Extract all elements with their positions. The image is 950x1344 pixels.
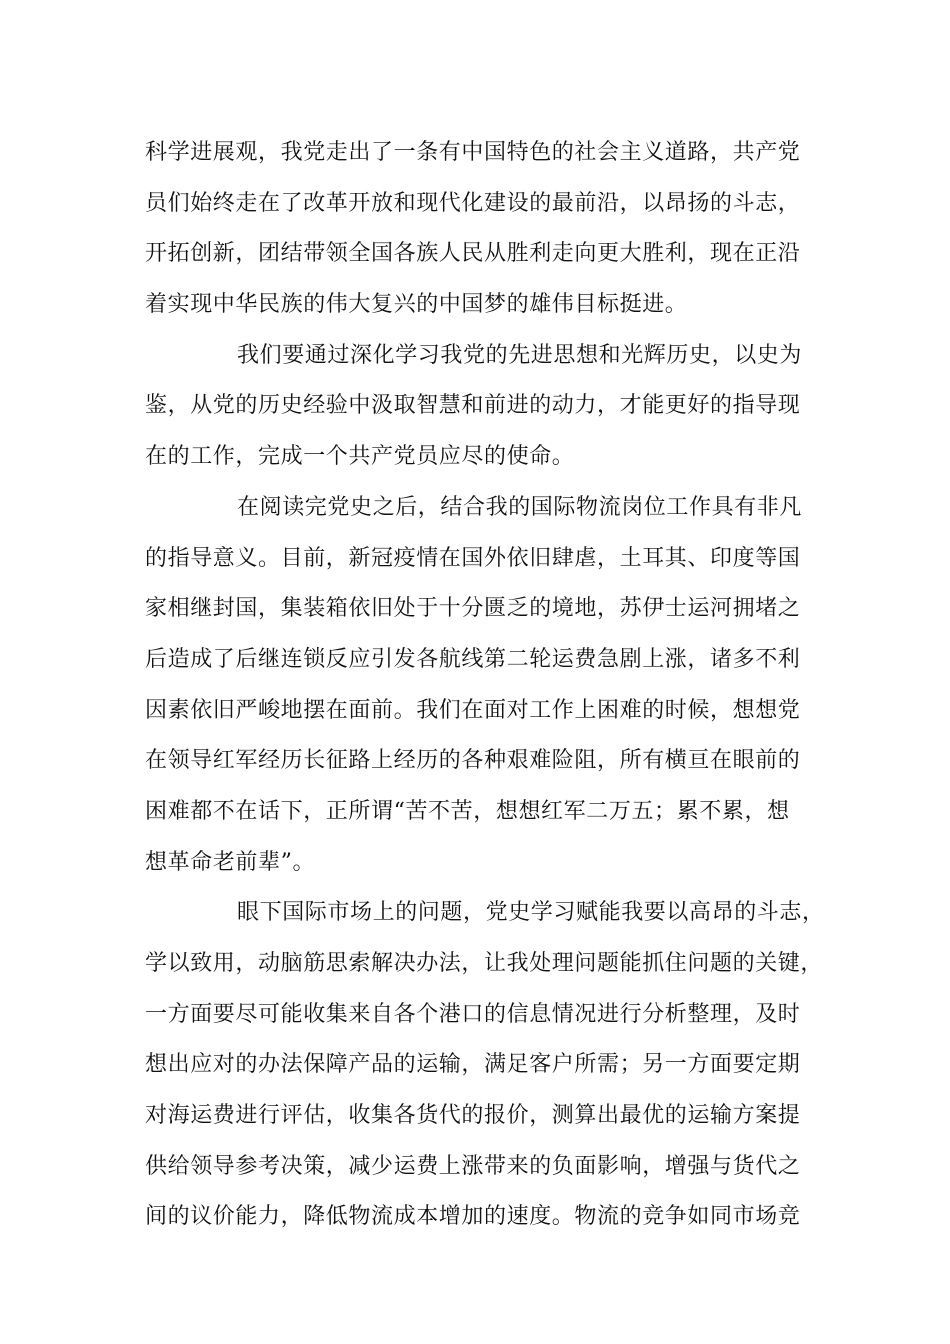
text-line: 困难都不在话下，正所谓“苦不苦，想想红军二万五；累不累，想 (145, 798, 790, 824)
text-line: 想革命老前辈”。 (145, 849, 316, 875)
text-line: 家相继封国，集装箱依旧处于十分匮乏的境地，苏伊士运河拥堵之 (145, 596, 801, 622)
text-line: 供给领导参考决策，减少运费上涨带来的负面影响，增强与货代之 (145, 1153, 801, 1179)
text-line: 因素依旧严峻地摆在面前。我们在面对工作上困难的时候，想想党 (145, 697, 801, 723)
document-body (145, 128, 825, 1243)
paragraph-first-line: 在阅读完党史之后，结合我的国际物流岗位工作具有非凡 (237, 494, 803, 520)
text-line: 鉴，从党的历史经验中汲取智慧和前进的动力，才能更好的指导现 (145, 393, 801, 419)
text-line: 着实现中华民族的伟大复兴的中国梦的雄伟目标挺进。 (145, 292, 688, 318)
text-line: 科学进展观，我党走出了一条有中国特色的社会主义道路，共产党 (145, 140, 801, 165)
text-line: 对海运费进行评估，收集各货代的报价，测算出最优的运输方案提 (145, 1103, 801, 1129)
text-line: 间的议价能力，降低物流成本增加的速度。物流的竞争如同市场竞 (145, 1204, 801, 1230)
text-line: 在的工作，完成一个共产党员应尽的使命。 (145, 444, 575, 470)
text-line: 开拓创新，团结带领全国各族人民从胜利走向更大胜利，现在正沿 (145, 241, 801, 267)
text-line: 后造成了后继连锁反应引发各航线第二轮运费急剧上涨，诸多不利 (145, 646, 801, 672)
text-line: 学以致用，动脑筋思索解决办法，让我处理问题能抓住问题的关键， (145, 951, 824, 976)
text-line: 在领导红军经历长征路上经历的各种艰难险阻，所有横亘在眼前的 (145, 748, 801, 774)
text-line: 员们始终走在了改革开放和现代化建设的最前沿，以昂扬的斗志， (145, 190, 801, 216)
paragraph-first-line: 我们要通过深化学习我党的先进思想和光辉历史，以史为 (237, 342, 803, 368)
text-line: 一方面要尽可能收集来自各个港口的信息情况进行分析整理，及时 (145, 1001, 801, 1027)
text-line: 的指导意义。目前，新冠疫情在国外依旧肆虐，土耳其、印度等国 (145, 545, 801, 571)
paragraph-first-line: 眼下国际市场上的问题，党史学习赋能我要以高昂的斗志， (237, 900, 825, 926)
text-line: 想出应对的办法保障产品的运输，满足客户所需；另一方面要定期 (145, 1052, 801, 1078)
